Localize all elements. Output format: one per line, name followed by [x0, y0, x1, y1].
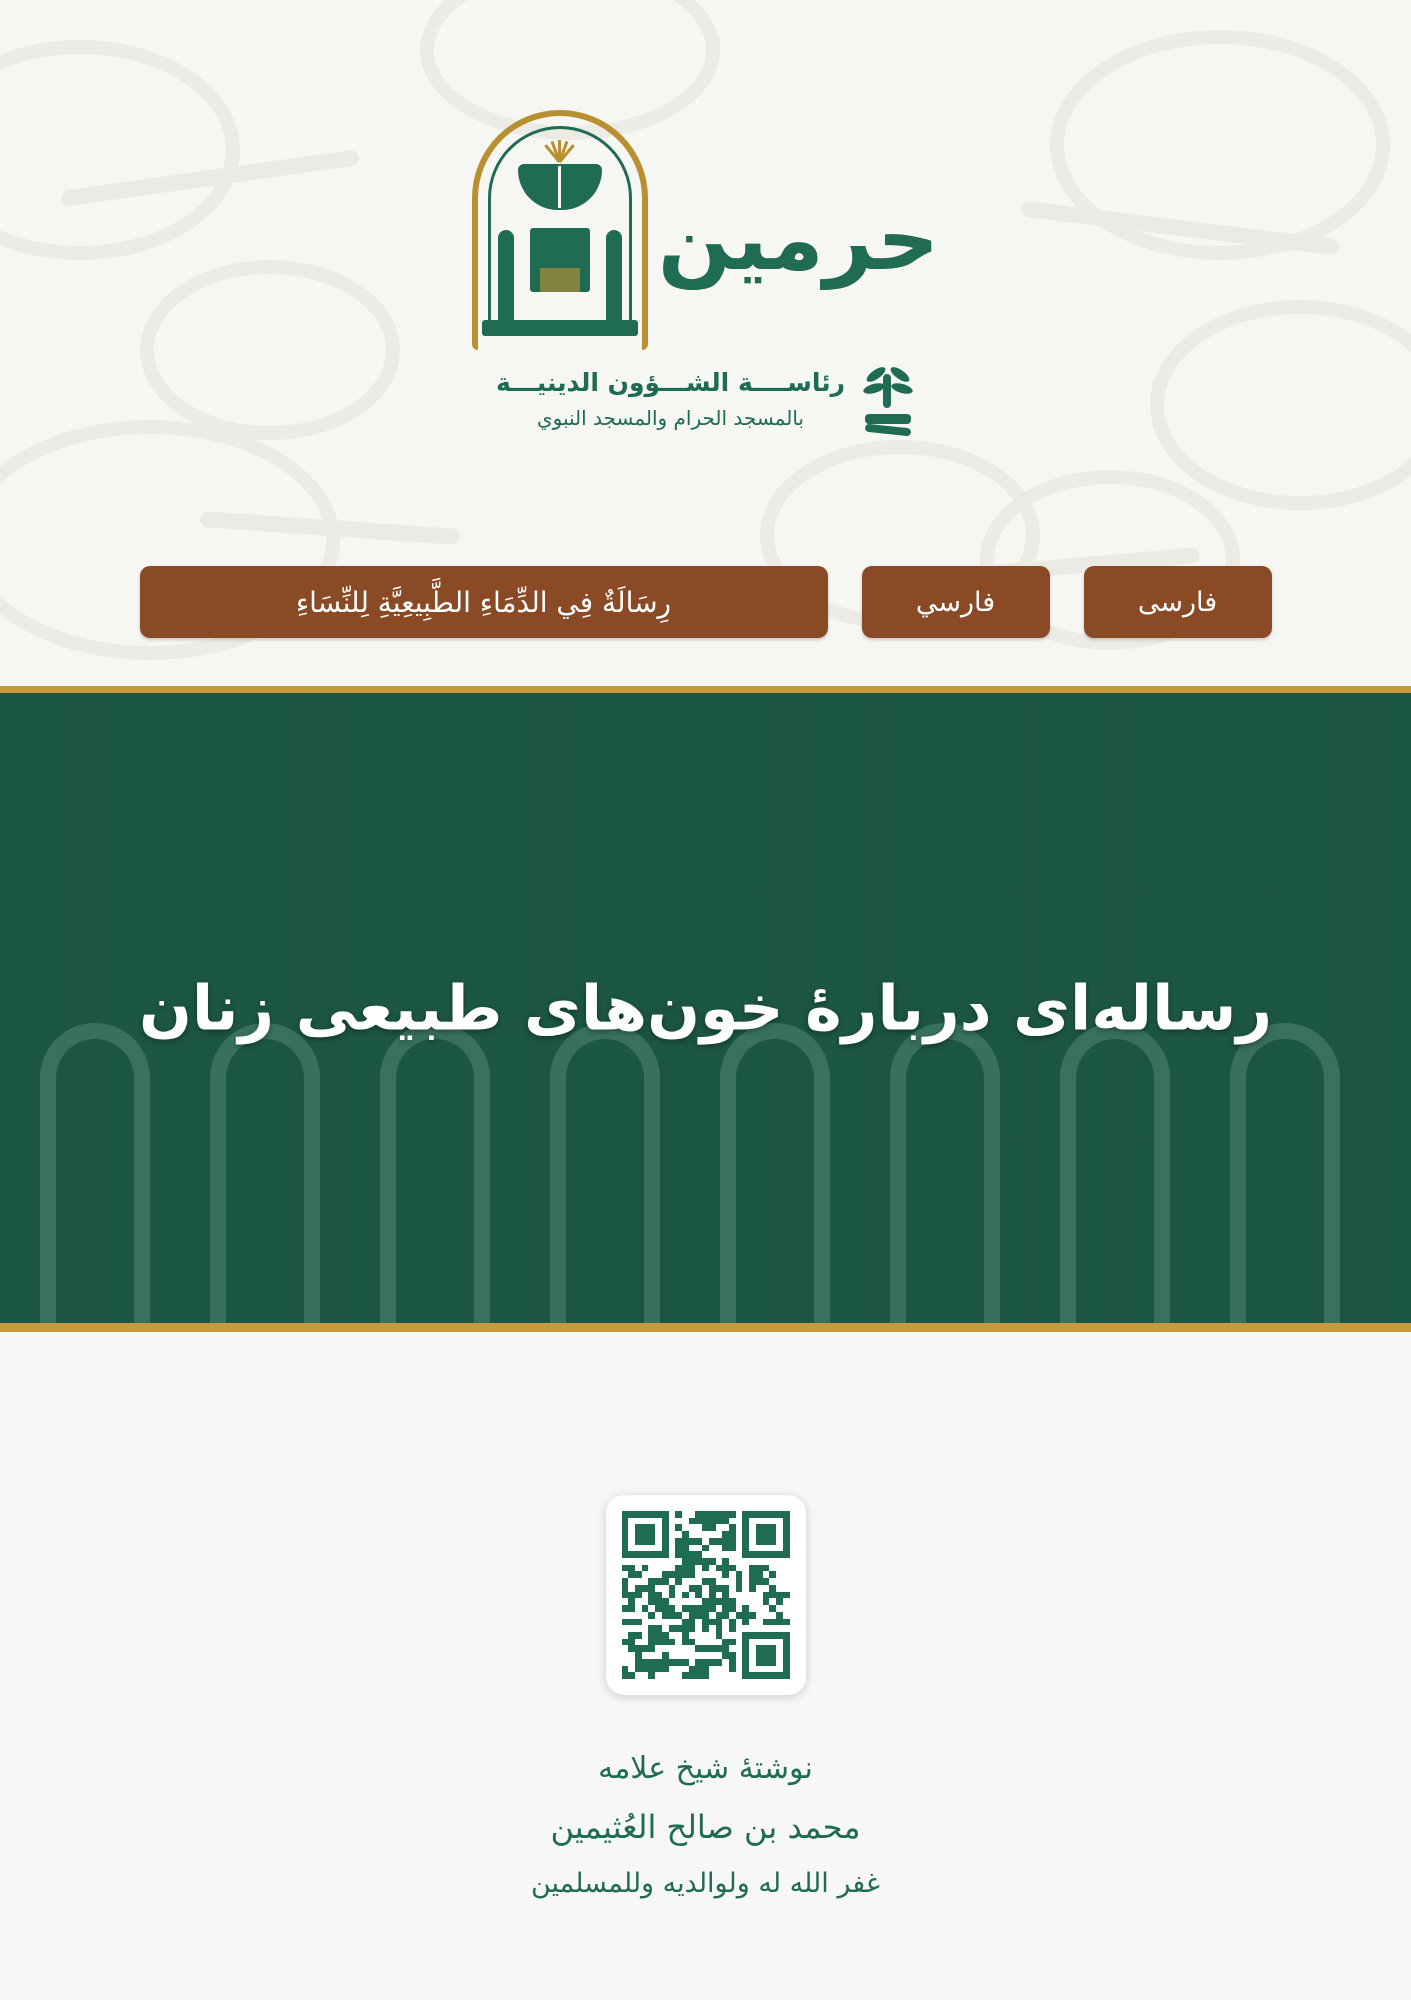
author-block	[0, 1740, 1411, 1909]
tab-farsi-ar[interactable]: فارسي	[862, 566, 1050, 638]
banner-top-divider	[0, 686, 1411, 693]
qr-code[interactable]	[606, 1495, 806, 1695]
saudi-emblem-icon	[861, 368, 915, 430]
org-name-primary: رئاســــة الشـــؤون الدينيـــة	[495, 368, 846, 397]
mosque-emblem-icon	[472, 110, 648, 350]
tab-arabic-title[interactable]: رِسَالَةٌ فِي الدِّمَاءِ الطَّبِيعِيَّةِ لِلنِّسَاءِ	[140, 566, 828, 638]
organization-logo	[0, 110, 1411, 434]
book-title: رساله‌ای دربارۀ خون‌های طبیعی زنان	[138, 971, 1273, 1045]
org-name-secondary: بالمسجد الحرام والمسجد النبوي	[537, 405, 805, 430]
author-prefix: نوشتۀ شیخ علامه	[598, 1751, 813, 1786]
title-banner	[0, 693, 1411, 1323]
tab-farsi-fa[interactable]: فارسی	[1084, 566, 1272, 638]
title-tab-row	[0, 566, 1411, 638]
qr-code-pattern	[622, 1511, 790, 1679]
banner-bottom-divider	[0, 1323, 1411, 1332]
author-dua: غفر الله له ولوالديه وللمسلمين	[530, 1867, 881, 1899]
haramain-script-logo: حرمين	[657, 190, 940, 290]
author-name: محمد بن صالح العُثیمین	[550, 1808, 861, 1846]
